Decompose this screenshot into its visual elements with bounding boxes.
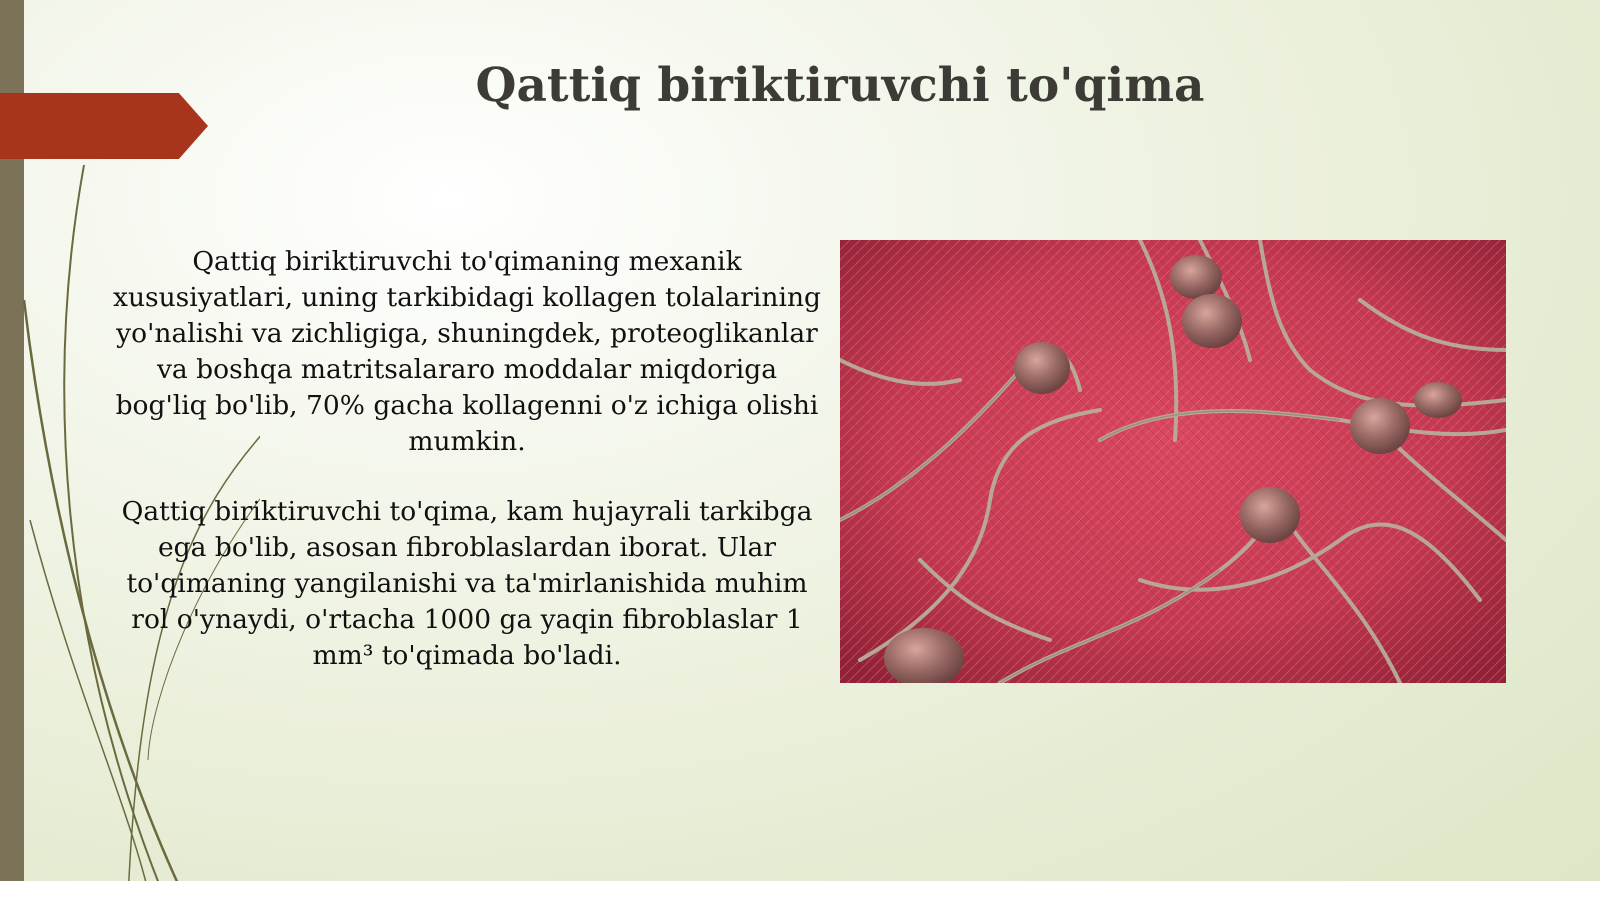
slide-title: Qattiq biriktiruvchi to'qima xyxy=(475,58,1205,113)
paragraph-1: Qattiq biriktiruvchi to'qimaning mexanik xususiyatlari, uning tarkibidagi kollagen tolalarining yo'nalishi va zichligiga, shuningdek, proteoglikanlar va boshqa matritsalararo moddalar miqdoriga bog'liq bo'lib, 70% gacha kollagenni o'z ichiga olishi mumkin. xyxy=(113,246,821,457)
paragraph-2: Qattiq biriktiruvchi to'qima, kam hujayrali tarkibga ega bo'lib, asosan fibroblaslardan iborat. Ular to'qimaning yangilanishi va ta'mirlanishida muhim rol o'ynaydi, o'rtacha 1000 ga yaqin fibroblaslar 1 mm³ to'qimada bo'ladi. xyxy=(121,496,813,671)
bottom-strip xyxy=(0,881,1600,899)
slide-body-text xyxy=(108,244,826,708)
accent-arrow-shape xyxy=(0,93,208,159)
fishing-net-photo xyxy=(840,240,1506,683)
